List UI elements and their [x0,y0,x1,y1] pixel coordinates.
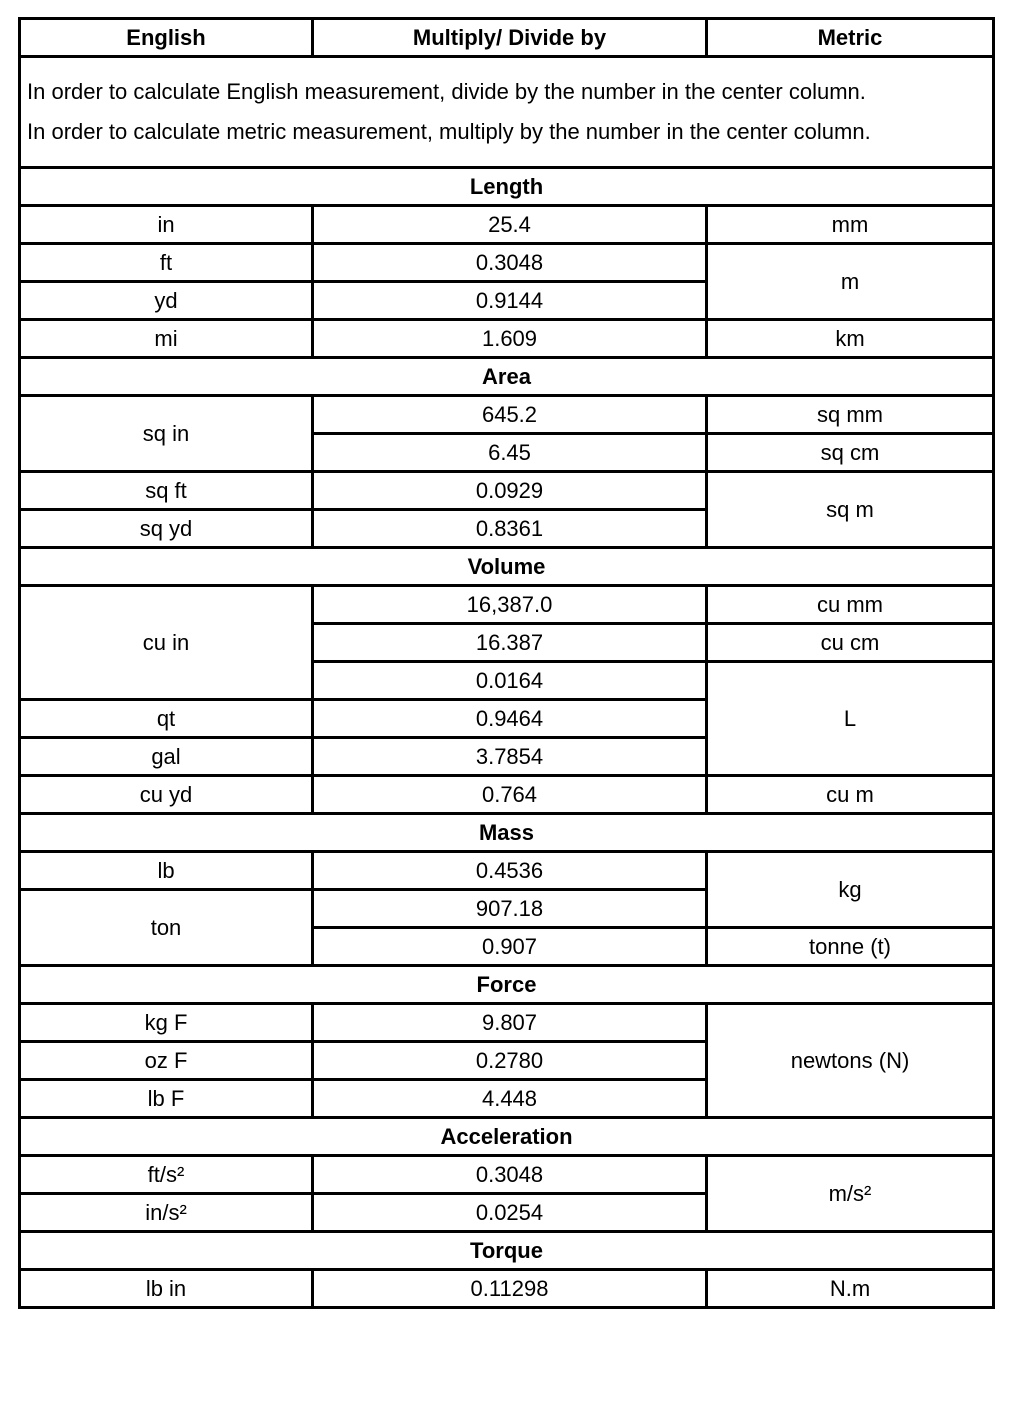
section-row-mass [20,814,994,852]
section-title-force: Force [20,966,994,1004]
section-row-length [20,168,994,206]
factor: 0.2780 [313,1042,707,1080]
factor: 3.7854 [313,738,707,776]
table-row [20,1156,994,1194]
metric-unit: L [707,662,994,776]
english-unit: lb in [20,1270,313,1308]
factor: 0.8361 [313,510,707,548]
english-unit: lb [20,852,313,890]
english-unit: lb F [20,1080,313,1118]
factor: 0.907 [313,928,707,966]
table-row [20,1004,994,1042]
factor: 6.45 [313,434,707,472]
table-row [20,472,994,510]
english-unit: oz F [20,1042,313,1080]
instruction-metric: In order to calculate metric measurement, multiply by the number in the center column. [27,119,871,144]
section-title-volume: Volume [20,548,994,586]
english-unit: in/s² [20,1194,313,1232]
metric-unit: m [707,244,994,320]
factor: 0.3048 [313,244,707,282]
table-row [20,586,994,624]
section-row-volume [20,548,994,586]
factor: 0.0164 [313,662,707,700]
english-unit: cu yd [20,776,313,814]
metric-unit: cu cm [707,624,994,662]
section-row-area [20,358,994,396]
metric-unit: kg [707,852,994,928]
english-unit: ft [20,244,313,282]
factor: 9.807 [313,1004,707,1042]
metric-unit: tonne (t) [707,928,994,966]
table-row [20,206,994,244]
table-row [20,396,994,434]
header-metric: Metric [707,19,994,57]
english-unit: ft/s² [20,1156,313,1194]
section-title-length: Length [20,168,994,206]
factor: 0.3048 [313,1156,707,1194]
section-title-torque: Torque [20,1232,994,1270]
factor: 25.4 [313,206,707,244]
factor: 0.4536 [313,852,707,890]
factor: 16.387 [313,624,707,662]
metric-unit: N.m [707,1270,994,1308]
factor: 907.18 [313,890,707,928]
table-row [20,1270,994,1308]
english-unit: kg F [20,1004,313,1042]
table-row [20,320,994,358]
instructions-cell [20,57,994,168]
factor: 1.609 [313,320,707,358]
section-row-torque [20,1232,994,1270]
factor: 0.9464 [313,700,707,738]
section-row-force [20,966,994,1004]
table-row [20,852,994,890]
english-unit: sq in [20,396,313,472]
header-english: English [20,19,313,57]
metric-unit: m/s² [707,1156,994,1232]
instructions-row [20,57,994,168]
factor: 16,387.0 [313,586,707,624]
metric-unit: cu m [707,776,994,814]
english-unit: cu in [20,586,313,700]
metric-unit: sq mm [707,396,994,434]
english-unit: qt [20,700,313,738]
header-row [20,19,994,57]
factor: 645.2 [313,396,707,434]
factor: 0.0254 [313,1194,707,1232]
metric-unit: sq m [707,472,994,548]
instruction-english: In order to calculate English measurement, divide by the number in the center column. [27,79,866,104]
section-title-area: Area [20,358,994,396]
metric-unit: mm [707,206,994,244]
factor: 0.764 [313,776,707,814]
english-unit: yd [20,282,313,320]
metric-unit: newtons (N) [707,1004,994,1118]
table-row [20,244,994,282]
conversion-table [18,17,995,1309]
factor: 0.0929 [313,472,707,510]
english-unit: mi [20,320,313,358]
english-unit: sq yd [20,510,313,548]
english-unit: gal [20,738,313,776]
header-factor: Multiply/ Divide by [313,19,707,57]
metric-unit: cu mm [707,586,994,624]
metric-unit: sq cm [707,434,994,472]
metric-unit: km [707,320,994,358]
english-unit: ton [20,890,313,966]
section-title-acceleration: Acceleration [20,1118,994,1156]
english-unit: sq ft [20,472,313,510]
english-unit: in [20,206,313,244]
factor: 0.11298 [313,1270,707,1308]
section-row-acceleration [20,1118,994,1156]
table-row [20,776,994,814]
factor: 0.9144 [313,282,707,320]
section-title-mass: Mass [20,814,994,852]
factor: 4.448 [313,1080,707,1118]
